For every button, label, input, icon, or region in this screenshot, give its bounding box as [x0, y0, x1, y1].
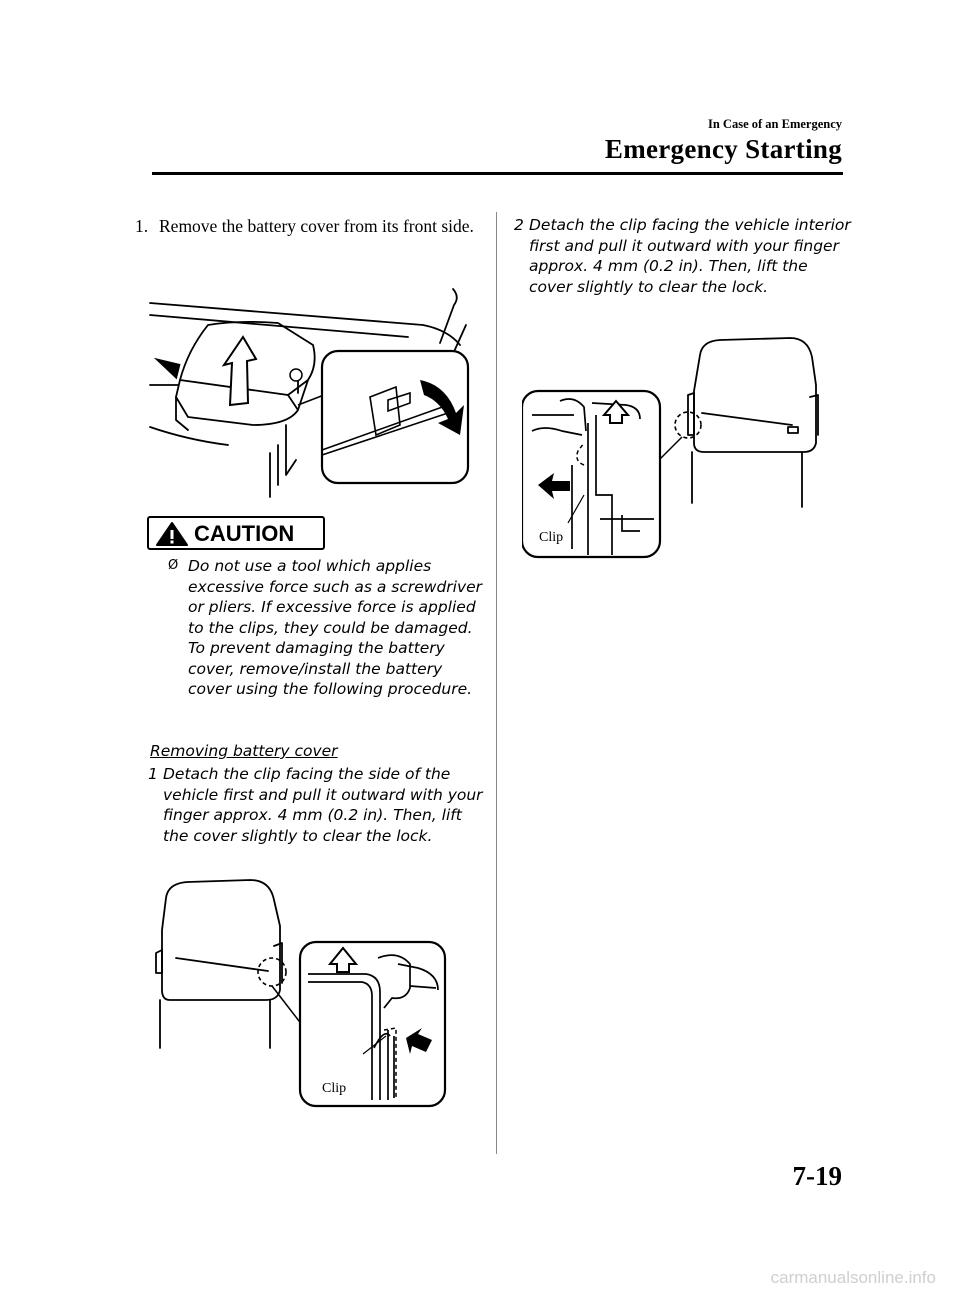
watermark: carmanualsonline.info — [770, 1268, 936, 1287]
header-divider — [152, 172, 843, 175]
interior-clip-figure — [522, 335, 822, 560]
bullet-arrow-icon: Ø — [168, 558, 179, 573]
item-text: Detach the clip facing the side of the vehicle first and pull it outward with your finger approx. 4 mm (0.2 in). Then, lift the cover slightly to clear the lock. — [163, 765, 483, 845]
column-divider — [496, 212, 497, 1154]
step-1 — [135, 215, 480, 238]
battery-cover-figure — [148, 285, 473, 500]
item-number: 2 — [514, 216, 524, 234]
page-number: 7-19 — [792, 1161, 842, 1191]
removing-heading: Removing battery cover — [150, 742, 338, 760]
item-number: 1 — [148, 765, 158, 783]
section-heading: In Case of an Emergency — [707, 117, 842, 131]
step-number: 1. — [135, 216, 149, 236]
caution-text: Do not use a tool which applies excessive force such as a screwdriver or pliers. If excessive force is applied to the clips, they could be damaged. To prevent damaging the battery cover, remove/install the battery cover using the following procedure. — [188, 557, 483, 698]
procedure-item-1 — [148, 764, 488, 846]
page-title: Emergency Starting — [604, 134, 842, 164]
side-clip-figure — [148, 868, 458, 1113]
clip-label: Clip — [539, 530, 564, 545]
caution-item — [168, 556, 488, 700]
caution-badge — [147, 516, 325, 550]
caution-label: CAUTION — [194, 521, 295, 546]
item-text: Detach the clip facing the vehicle interior first and pull it outward with your finger approx. 4 mm (0.2 in). Then, lift the cover slightly to clear the lock. — [529, 216, 851, 296]
clip-label: Clip — [322, 1081, 347, 1096]
warning-triangle-icon — [155, 521, 189, 547]
step-text: Remove the battery cover from its front side. — [159, 216, 474, 236]
procedure-item-2 — [514, 215, 854, 297]
